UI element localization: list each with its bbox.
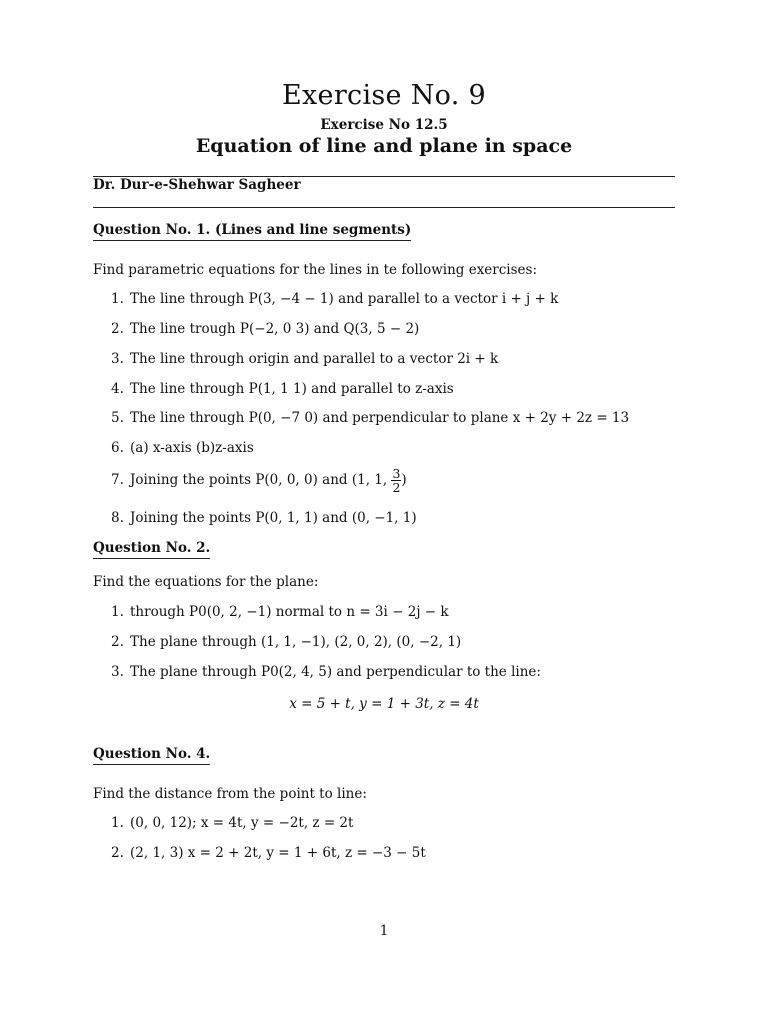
question-2-intro: Find the equations for the plane: [93, 574, 319, 590]
list-item: 1. The line through P(3, −4 − 1) and parallel to a vector i + j + k [111, 291, 559, 307]
list-item: 1. through P0(0, 2, −1) normal to n = 3i − 2j − k [111, 604, 449, 620]
fraction: $\frac{3}{2}$ [392, 466, 401, 495]
list-item: 3. The plane through P0(2, 4, 5) and perpendicular to the line: [111, 664, 541, 680]
question-4-heading: Question No. 4. [93, 746, 210, 765]
list-item: 3. The line through origin and parallel to a vector 2i + k [111, 351, 499, 367]
question-4-intro: Find the distance from the point to line: [93, 786, 367, 802]
list-item: 8. Joining the points P(0, 1, 1) and (0, −1, 1) [111, 510, 417, 526]
page-number: 1 [379, 923, 389, 939]
question-2-heading: Question No. 2. [93, 540, 210, 559]
list-item: 4. The line through P(1, 1 1) and parallel to z-axis [111, 381, 454, 397]
question-1-heading: Question No. 1. (Lines and line segments) [93, 222, 411, 241]
list-item: 1. (0, 0, 12); x = 4t, y = −2t, z = 2t [111, 815, 354, 831]
exercise-subtitle: Exercise No 12.5 [320, 117, 448, 133]
section-heading: Equation of line and plane in space [195, 135, 573, 157]
bottom-rule [93, 207, 675, 208]
list-item: 2. The plane through (1, 1, −1), (2, 0, 2), (0, −2, 1) [111, 634, 462, 650]
display-equation: x = 5 + t, y = 1 + 3t, z = 4t [289, 696, 479, 712]
list-item: 7. Joining the points P(0, 0, 0) and (1, 1, $\frac{3}{2}$ ) [111, 466, 407, 495]
page-title: Exercise No. 9 [282, 80, 486, 111]
author-name: Dr. Dur-e-Shehwar Sagheer [93, 177, 301, 193]
list-item: 5. The line through P(0, −7 0) and perpendicular to plane x + 2y + 2z = 13 [111, 410, 630, 426]
list-item: 6. (a) x-axis (b)z-axis [111, 440, 254, 456]
question-1-intro: Find parametric equations for the lines in te following exercises: [93, 262, 538, 278]
list-item: 2. (2, 1, 3) x = 2 + 2t, y = 1 + 6t, z = −3 − 5t [111, 845, 426, 861]
list-item: 2. The line trough P(−2, 0 3) and Q(3, 5 − 2) [111, 321, 420, 337]
